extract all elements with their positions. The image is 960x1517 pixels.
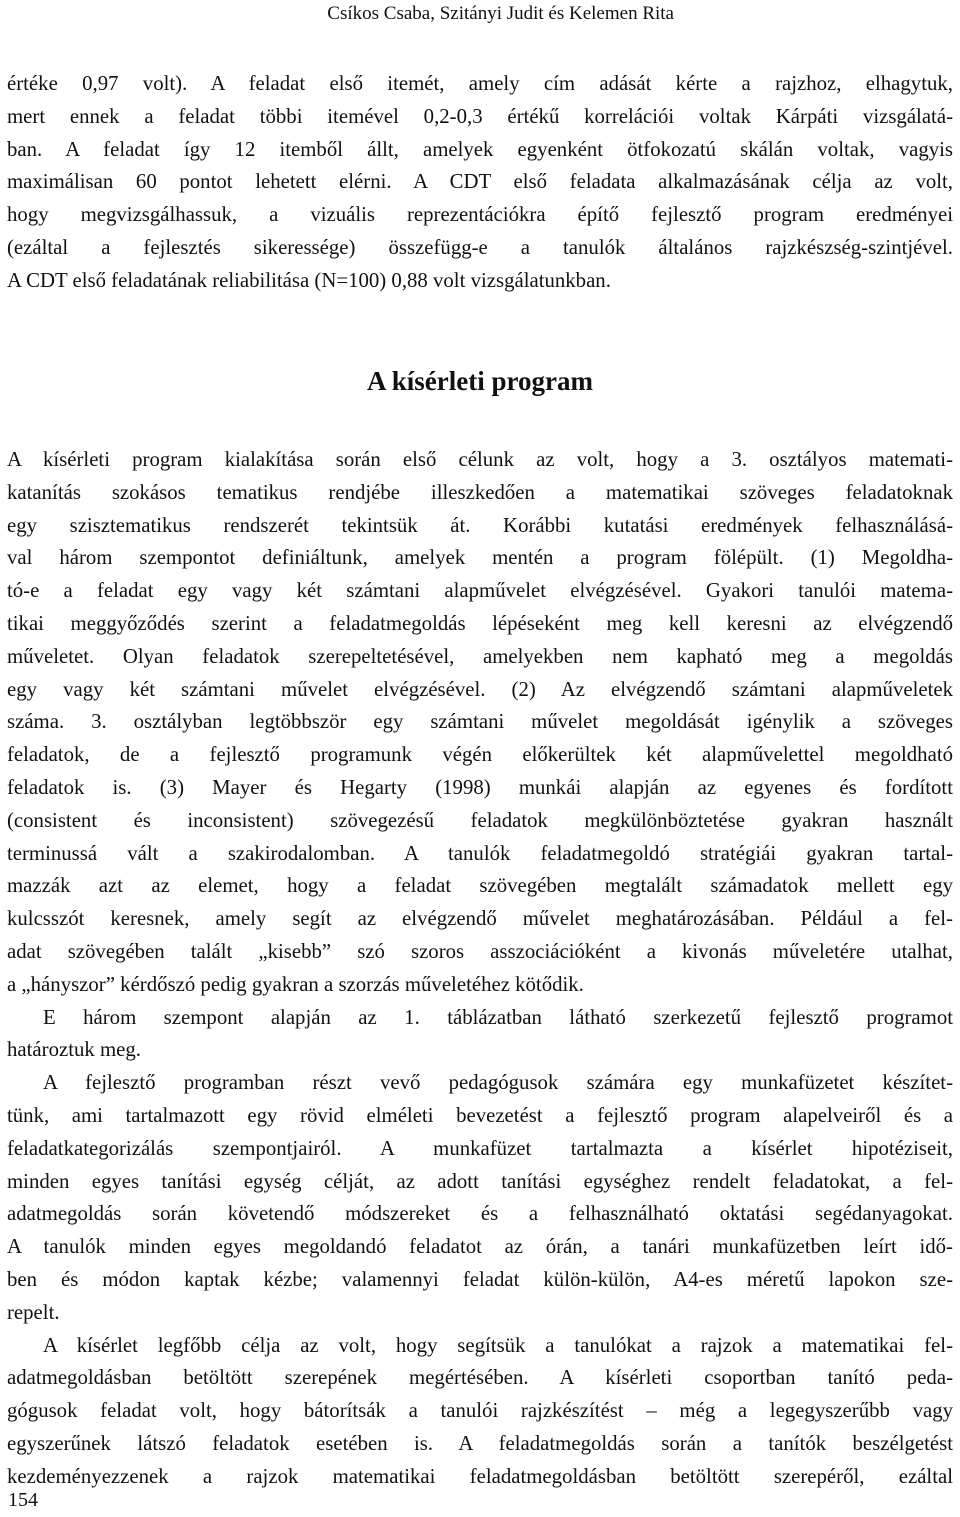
text-line: egyszerűnek látszó feladatok esetében is. A feladatmegoldás során a tanítók beszélgetést bbox=[7, 1431, 953, 1455]
text-line: adatmegoldásban betöltött szerepének megértésében. A kísérleti csoportban tanító peda- bbox=[7, 1366, 953, 1390]
text-line: feladatok is. (3) Mayer és Hegarty (1998) munkái alapján az egyenes és fordított bbox=[7, 775, 953, 799]
text-line: katanítás szokásos tematikus rendjébe illeszkedően a matematikai szöveges feladatoknak bbox=[7, 480, 953, 504]
text-line: tó-e a feladat egy vagy két számtani alapművelet elvégzésével. Gyakori tanulói matema- bbox=[7, 579, 953, 603]
text-line: ben és módon kaptak kézbe; valamennyi feladat külön-külön, A4-es méretű lapokon sze- bbox=[7, 1267, 953, 1291]
page-number: 154 bbox=[8, 1489, 38, 1511]
text-line: kezdeményezzenek a rajzok matematikai feladatmegoldásban betöltött szerepéről, ezáltal bbox=[7, 1464, 953, 1488]
text-line: maximálisan 60 pontot lehetett elérni. A CDT első feladata alkalmazásának célja az volt, bbox=[7, 170, 953, 194]
text-line: mert ennek a feladat többi itemével 0,2-0,3 értékű korrelációi voltak Kárpáti vizsgálatá- bbox=[7, 104, 953, 128]
text-line: határoztuk meg. bbox=[7, 1038, 141, 1062]
text-line: terminussá vált a szakirodalomban. A tanulók feladatmegoldó stratégiái gyakran tartal- bbox=[7, 841, 953, 865]
text-line: A kísérlet legfőbb célja az volt, hogy segítsük a tanulókat a rajzok a matematikai fel- bbox=[43, 1333, 953, 1357]
text-line: adatmegoldás során követendő módszereket és a felhasználható oktatási segédanyagokat. bbox=[7, 1202, 953, 1226]
text-line: E három szempont alapján az 1. táblázatban látható szerkezetű fejlesztő programot bbox=[43, 1005, 953, 1029]
text-line: kulcsszót keresnek, amely segít az elvégzendő művelet meghatározásában. Például a fel- bbox=[7, 907, 953, 931]
text-line: A fejlesztő programban részt vevő pedagógusok számára egy munkafüzetet készítet- bbox=[43, 1071, 953, 1095]
text-line: tünk, ami tartalmazott egy rövid elméleti bevezetést a fejlesztő program alapelveiről és a bbox=[7, 1103, 953, 1127]
text-line: feladatkategorizálás szempontjairól. A munkafüzet tartalmazta a kísérlet hipotéziseit, bbox=[7, 1136, 953, 1160]
text-line: A CDT első feladatának reliabilitása (N=100) 0,88 volt vizsgálatunkban. bbox=[7, 268, 611, 292]
text-line: mazzák azt az elemet, hogy a feladat szövegében megtalált számadatok mellett egy bbox=[7, 874, 953, 898]
paragraph-2 bbox=[7, 444, 953, 1494]
text-line: tikai meggyőződés szerint a feladatmegoldás lépéseként meg kell keresni az elvégzendő bbox=[7, 611, 953, 635]
text-line: gógusok feladat volt, hogy bátorítsák a tanulói rajzkészítést – még a legegyszerűbb vagy bbox=[7, 1399, 953, 1423]
text-line: adat szövegében talált „kisebb” szó szoros asszociációként a kivonás műveletére utalhat, bbox=[7, 939, 953, 963]
text-line: egy vagy két számtani művelet elvégzésével. (2) Az elvégzendő számtani alapműveletek bbox=[7, 677, 953, 701]
text-line: (consistent és inconsistent) szövegezésű feladatok megkülönböztetése gyakran használt bbox=[7, 808, 953, 832]
text-line: a „hányszor” kérdőszó pedig gyakran a szorzás műveletéhez kötődik. bbox=[7, 972, 584, 996]
text-line: egy szisztematikus rendszerét tekintsük át. Korábbi kutatási eredmények felhasználásá- bbox=[7, 513, 953, 537]
text-line: minden egyes tanítási egység célját, az adott tanítási egységhez rendelt feladatokat, a fel- bbox=[7, 1169, 953, 1193]
text-line: hogy megvizsgálhassuk, a vizuális reprezentációkra építő fejlesztő program eredményei bbox=[7, 203, 953, 227]
running-header: Csíkos Csaba, Szitányi Judit és Kelemen Rita bbox=[327, 3, 674, 24]
text-line: ban. A feladat így 12 itemből állt, amelyek egyenként ötfokozatú skálán voltak, vagyis bbox=[7, 137, 953, 161]
text-line: repelt. bbox=[7, 1300, 60, 1324]
text-line: értéke 0,97 volt). A feladat első itemét, amely cím adását kérte a rajzhoz, elhagytuk, bbox=[7, 72, 953, 95]
text-line: A kísérleti program kialakítása során első célunk az volt, hogy a 3. osztályos matemati- bbox=[7, 448, 953, 471]
paragraph-1 bbox=[7, 68, 953, 298]
text-line: val három szempontot definiáltunk, amelyek mentén a program fölépült. (1) Megoldha- bbox=[7, 546, 953, 570]
text-line: száma. 3. osztályban legtöbbször egy számtani művelet megoldását igénylik a szöveges bbox=[7, 710, 953, 734]
text-line: műveletet. Olyan feladatok szerepeltetésével, amelyekben nem kapható meg a megoldás bbox=[7, 644, 953, 668]
section-heading: A kísérleti program bbox=[367, 366, 593, 396]
text-line: A tanulók minden egyes megoldandó feladatot az órán, a tanári munkafüzetben leírt idő- bbox=[7, 1235, 953, 1259]
text-line: feladatok, de a fejlesztő programunk végén előkerültek két alapművelettel megoldható bbox=[7, 743, 953, 767]
text-line: (ezáltal a fejlesztés sikeressége) összefügg-e a tanulók általános rajzkészség-szintjével. bbox=[7, 235, 953, 259]
